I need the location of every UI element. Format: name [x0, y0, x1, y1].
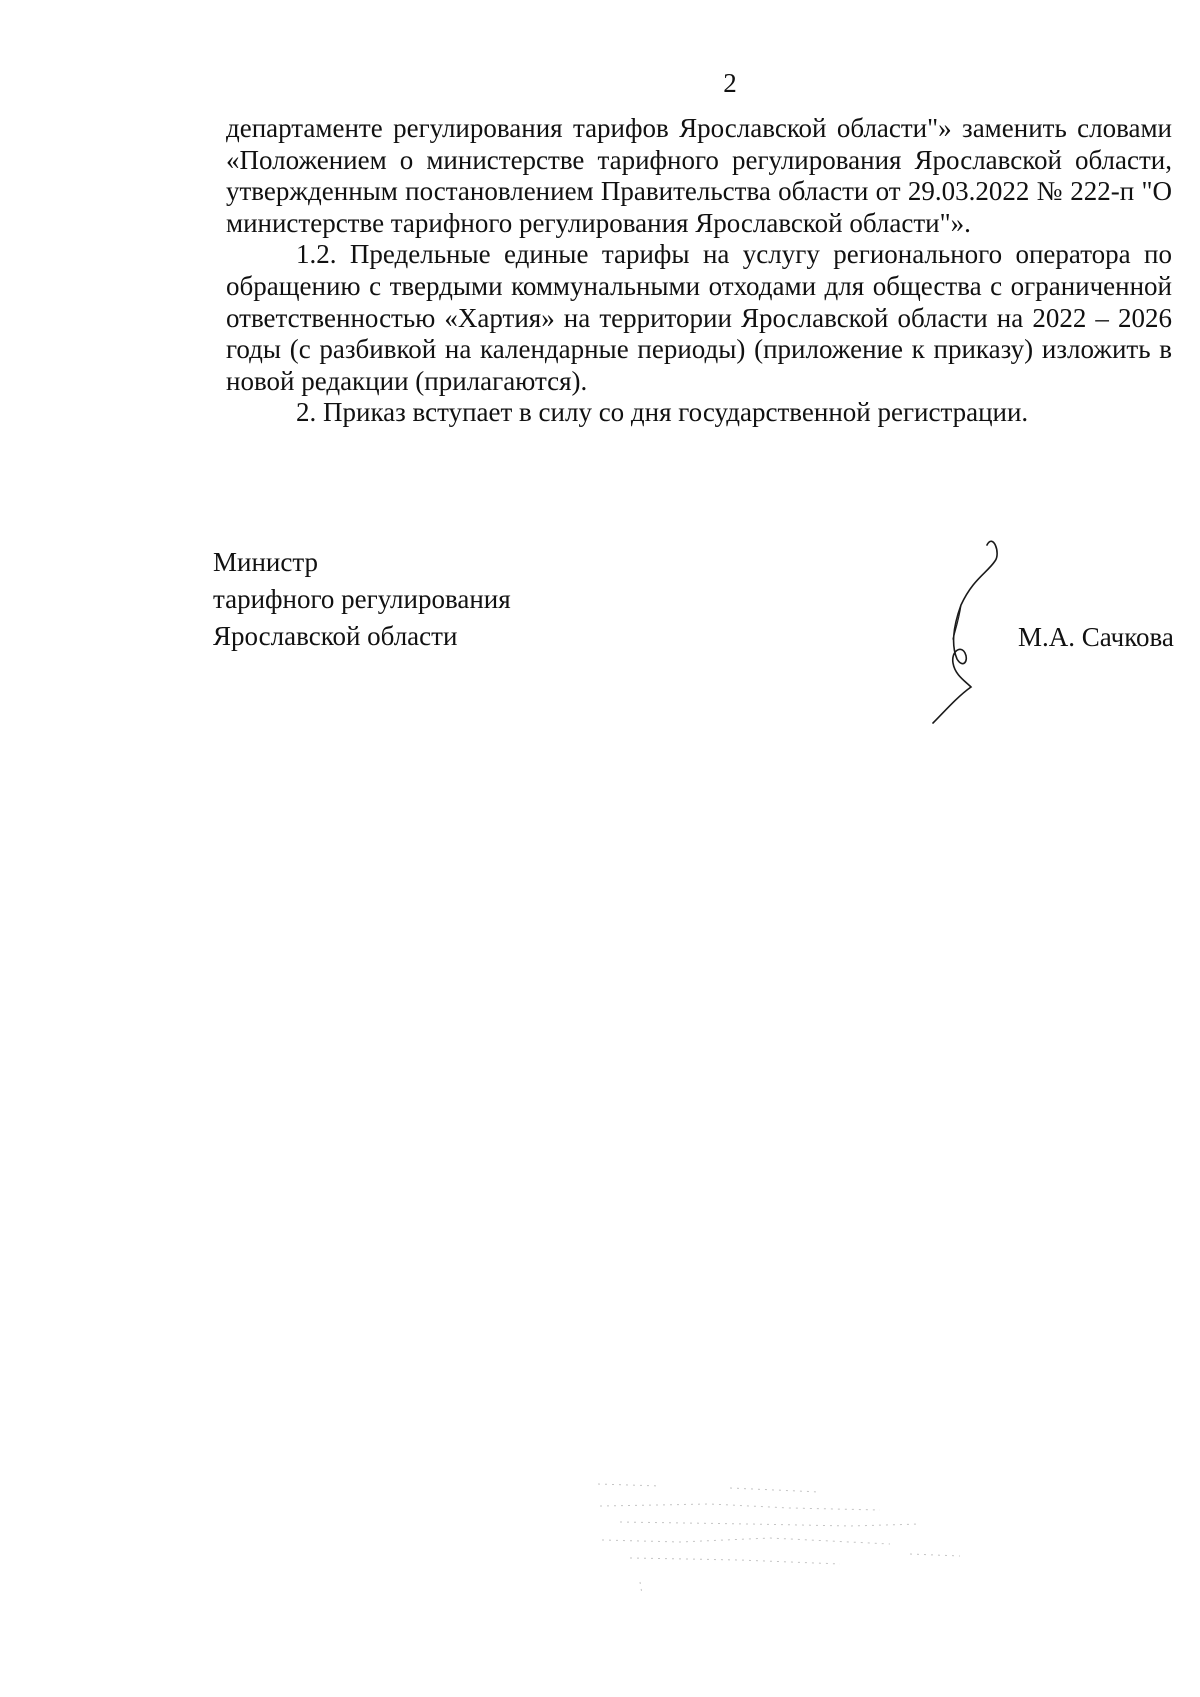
paragraph-continuation: департаменте регулирования тарифов Ярославской области"» заменить словами «Положением о министерстве тарифного регулирования Ярославской области, утвержденным постановлением Правительства области от 29.03.2022 № 222-п "О министерстве тарифного регулирования Ярославской области"».: [226, 113, 1172, 238]
signatory-name: М.А. Сачкова: [1018, 622, 1174, 652]
signatory-title-block: [213, 544, 511, 655]
handwritten-signature: [895, 535, 1015, 725]
page-number: 2: [723, 68, 737, 98]
signatory-title-line: Ярославской области: [213, 621, 458, 651]
paragraph-item-2: 2. Приказ вступает в силу со дня государственной регистрации.: [296, 397, 1029, 428]
signatory-title-line: тарифного регулирования: [213, 584, 511, 614]
paragraph-item-1-2: 1.2. Предельные единые тарифы на услугу регионального оператора по обращению с твердыми коммунальными отходами для общества с ограниченной ответственностью «Хартия» на территории Ярославской области на 2022 – 2026 годы (с разбивкой на календарные периоды) (приложение к приказу) изложить в новой редакции (прилагаются).: [226, 239, 1172, 396]
document-body: [226, 113, 1172, 429]
signatory-title-line: Министр: [213, 547, 318, 577]
faint-stamp-mark: [590, 1478, 970, 1598]
